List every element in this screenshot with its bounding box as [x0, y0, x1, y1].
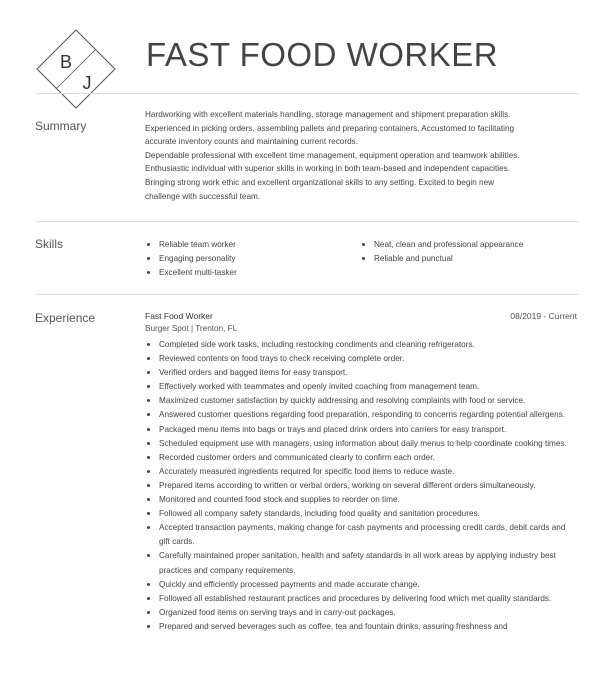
- duty-item: Reviewed contents on food trays to check receiving complete order.: [145, 352, 575, 366]
- skills-column-right: [360, 238, 575, 280]
- duty-item: Packaged menu items into bags or trays and placed drink orders into carriers for easy transport.: [145, 423, 575, 437]
- summary-line: accurate inventory counts and maintaining current records.: [145, 137, 358, 147]
- duty-item: Organized food items on serving trays and in carry-out packages.: [145, 606, 575, 620]
- divider: [36, 221, 578, 222]
- duty-item: Monitored and counted food stock and supplies to reorder on time.: [145, 493, 575, 507]
- job-duties-list: [145, 338, 575, 634]
- experience-heading: Experience: [35, 311, 96, 325]
- monogram-last-initial: J: [82, 73, 92, 93]
- summary-heading: Summary: [35, 119, 87, 133]
- duty-item: Verified orders and bagged items for easy transport.: [145, 366, 575, 380]
- duty-item: Followed all company safety standards, including food quality and sanitation procedures.: [145, 507, 575, 521]
- summary-line: Bringing strong work ethic and excellent organizational skills to any setting. Excited to begin new: [145, 177, 495, 187]
- divider: [36, 294, 578, 295]
- duty-item: Prepared items according to written or verbal orders, working on several different orders simultaneously.: [145, 479, 575, 493]
- monogram-first-initial: B: [59, 52, 73, 72]
- divider: [36, 93, 578, 94]
- duty-item: Followed all established restaurant practices and procedures by delivering food which met quality standards.: [145, 592, 575, 606]
- summary-line: Experienced in picking orders, assembling pallets and preparing containers. Accustomed to facilitating: [145, 123, 515, 133]
- duty-item: Effectively worked with teammates and openly invited coaching from management team.: [145, 380, 575, 394]
- job-title: Fast Food Worker: [145, 311, 213, 321]
- skills-column-left: [145, 238, 360, 280]
- summary-text: [145, 108, 585, 203]
- duty-item: Accepted transaction payments, making change for cash payments and processing credit cards, debit cards and gift cards.: [145, 521, 575, 549]
- monogram-logo: [36, 29, 116, 109]
- job-dates: 08/2019 - Current: [510, 311, 577, 321]
- duty-item: Answered customer questions regarding food preparation, responding to concerns regarding potential allergens.: [145, 408, 575, 422]
- duty-item: Quickly and efficiently processed payments and made accurate change.: [145, 578, 575, 592]
- skill-item: Reliable team worker: [145, 238, 360, 252]
- skill-item: Reliable and punctual: [360, 252, 575, 266]
- page-title: FAST FOOD WORKER: [146, 36, 499, 73]
- job-company: Burger Spot | Trenton, FL: [145, 324, 238, 333]
- skills-heading: Skills: [35, 237, 64, 251]
- duty-item: Accurately measured ingredients required for specific food items to reduce waste.: [145, 465, 575, 479]
- duty-item: Completed side work tasks, including restocking condiments and cleaning refrigerators.: [145, 338, 575, 352]
- summary-line: Enthusiastic individual with superior skills in working in both team-based and independent capacities.: [145, 164, 511, 174]
- duty-item: Scheduled equipment use with managers, using information about daily menus to help coordinate cooking times.: [145, 437, 575, 451]
- duty-item: Prepared and served beverages such as coffee, tea and fountain drinks, assuring freshness and: [145, 620, 575, 634]
- summary-line: Hardworking with excellent materials handling, storage management and shipment preparation skills.: [145, 110, 511, 119]
- duty-item: Maximized customer satisfaction by quickly addressing and resolving complaints with food or service.: [145, 394, 575, 408]
- duty-item: Recorded customer orders and communicated clearly to confirm each order.: [145, 451, 575, 465]
- skill-item: Engaging personality: [145, 252, 360, 266]
- skills-list: [145, 238, 585, 280]
- skill-item: Excellent multi-tasker: [145, 266, 360, 280]
- summary-line: Dependable professional with excellent time management, equipment operation and teamwork abilities.: [145, 150, 520, 160]
- skill-item: Neat, clean and professional appearance: [360, 238, 575, 252]
- summary-line: challenge with successful team.: [145, 191, 261, 201]
- duty-item: Carefully maintained proper sanitation, health and safety standards in all work areas by applying industry best practices and company requirements.: [145, 549, 575, 577]
